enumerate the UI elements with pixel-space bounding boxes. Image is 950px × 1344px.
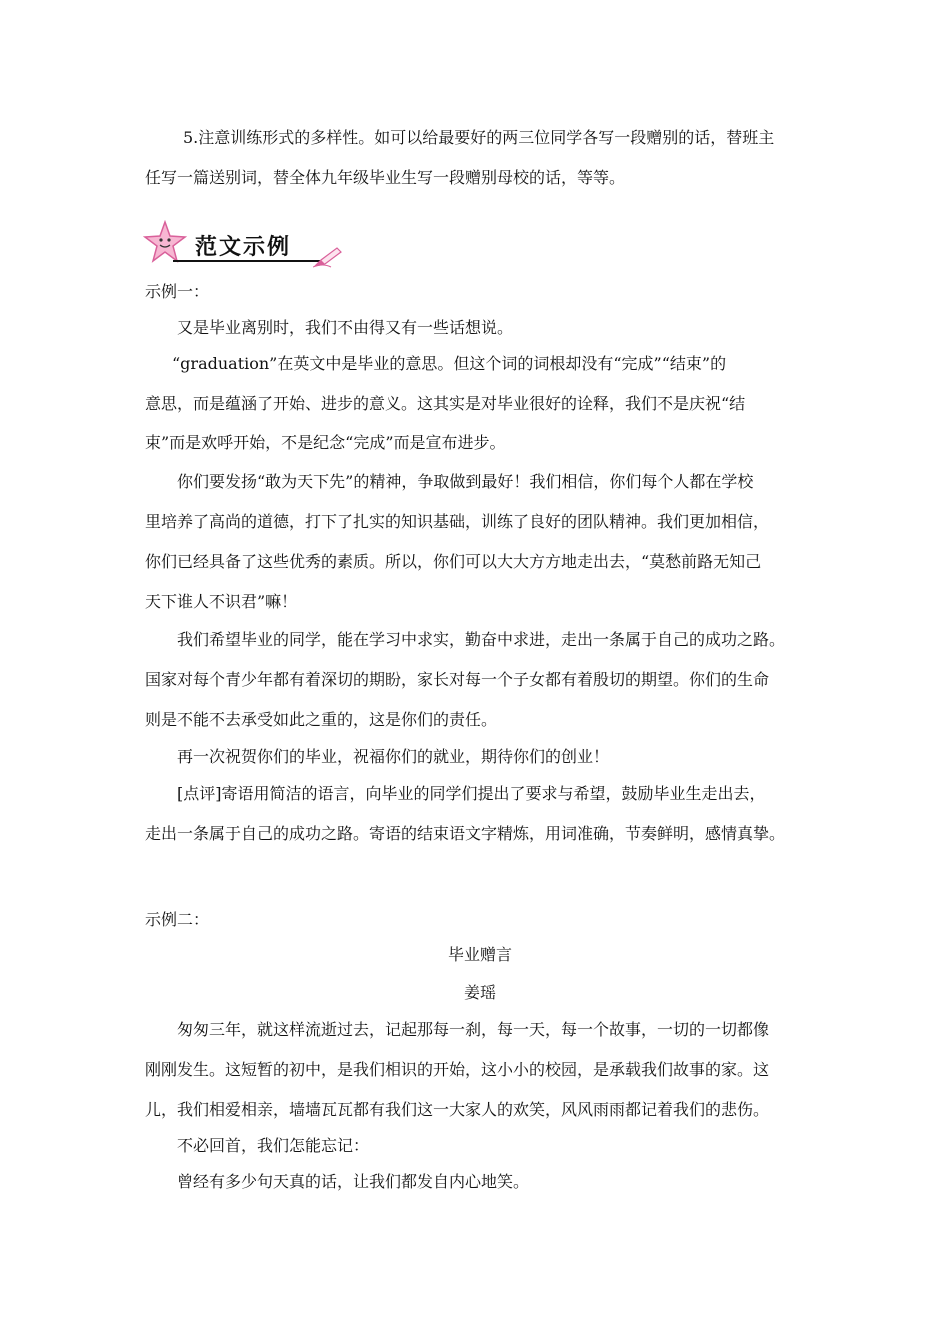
- example1-p3-line2: 里培养了高尚的道德，打下了扎实的知识基础，训练了良好的团队精神。我们更加相信，: [145, 512, 770, 531]
- example2-p2: 不必回首，我们怎能忘记：: [177, 1136, 370, 1155]
- example1-comment-line1: [点评]寄语用简洁的语言，向毕业的同学们提出了要求与希望，鼓励毕业生走出去，: [177, 784, 766, 803]
- example1-p4-line2: 国家对每个青少年都有着深切的期盼，家长对每一个子女都有着殷切的期望。你们的生命: [145, 670, 770, 689]
- example1-p3-line1: 你们要发扬“敢为天下先”的精神，争取做到最好！我们相信，你们每个人都在学校: [177, 472, 754, 491]
- header-underline: [173, 260, 323, 262]
- example1-p3-line4: 天下谁人不识君”嘛！: [145, 592, 298, 611]
- pen-icon: [313, 246, 343, 268]
- example1-p4-line3: 则是不能不去承受如此之重的，这是你们的责任。: [145, 710, 498, 729]
- example1-comment-line2: 走出一条属于自己的成功之路。寄语的结束语文字精炼，用词准确，节奏鲜明，感情真挚。: [145, 824, 786, 843]
- star-face-icon: [143, 220, 187, 264]
- intro-line-2: 任写一篇送别词，替全体九年级毕业生写一段赠别母校的话，等等。: [145, 168, 626, 187]
- example1-p2-line2: 意思，而是蕴涵了开始、进步的意义。这其实是对毕业很好的诠释，我们不是庆祝“结: [145, 394, 746, 413]
- example1-p2-line3: 束”而是欢呼开始，不是纪念“完成”而是宣布进步。: [145, 433, 506, 452]
- intro-line-1: 5.注意训练形式的多样性。如可以给最要好的两三位同学各写一段赠别的话，替班主: [183, 128, 775, 147]
- example1-p5: 再一次祝贺你们的毕业，祝福你们的就业，期待你们的创业！: [177, 747, 610, 766]
- example2-p1-line1: 匆匆三年，就这样流逝过去，记起那每一刹，每一天，每一个故事，一切的一切都像: [177, 1020, 770, 1039]
- example2-title: 毕业赠言: [447, 945, 512, 964]
- section-title: 范文示例: [195, 235, 292, 260]
- example2-p1-line3: 儿，我们相爱相亲，墙墙瓦瓦都有我们这一大家人的欢笑，风风雨雨都记着我们的悲伤。: [145, 1100, 770, 1119]
- example2-author: 姜瑶: [463, 983, 496, 1002]
- section-header: [143, 220, 353, 272]
- example2-label: 示例二：: [145, 910, 210, 929]
- example2-p3: 曾经有多少句天真的话，让我们都发自内心地笑。: [177, 1172, 530, 1191]
- example1-p2-line1: “graduation”在英文中是毕业的意思。但这个词的词根却没有“完成”“结束”的: [172, 354, 727, 373]
- example1-p3-line3: 你们已经具备了这些优秀的素质。所以，你们可以大大方方地走出去，“莫愁前路无知己: [145, 552, 762, 571]
- example1-p4-line1: 我们希望毕业的同学，能在学习中求实，勤奋中求进，走出一条属于自己的成功之路。: [177, 630, 786, 649]
- example2-p1-line2: 刚刚发生。这短暂的初中，是我们相识的开始，这小小的校园，是承载我们故事的家。这: [145, 1060, 770, 1079]
- example1-label: 示例一：: [145, 282, 210, 301]
- example1-p1: 又是毕业离别时，我们不由得又有一些话想说。: [177, 318, 514, 337]
